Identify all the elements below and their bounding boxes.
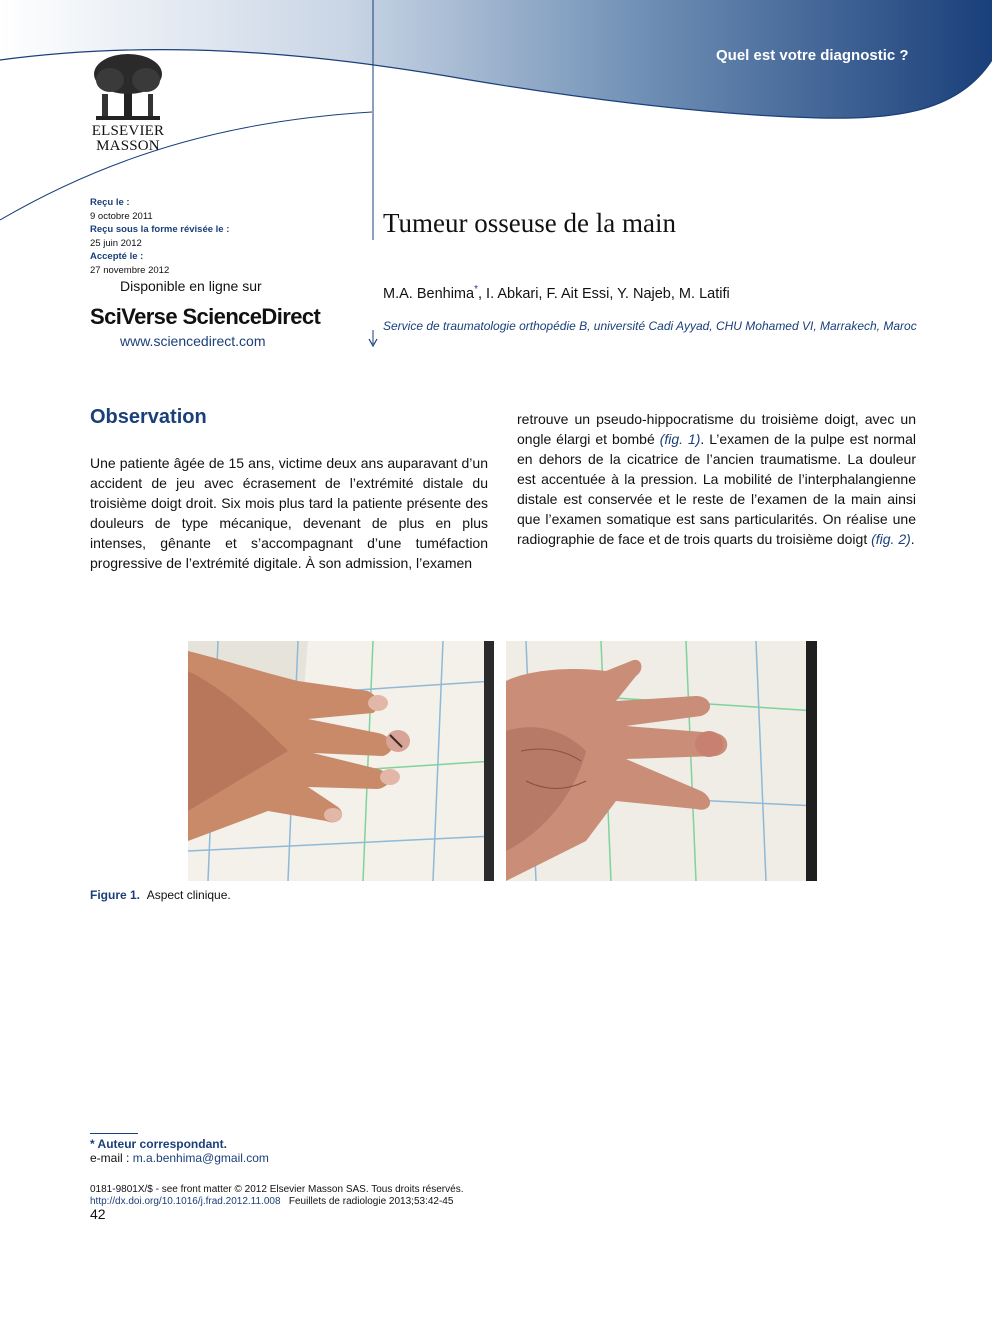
figure-link[interactable]: (fig. 1) <box>659 431 701 447</box>
affiliation: Service de traumatologie orthopédie B, université Cadi Ayyad, CHU Mohamed VI, Marrakech, Maroc <box>383 319 917 333</box>
hand-palmar-photo <box>506 641 817 881</box>
corresponding-author-note: * Auteur correspondant. <box>90 1137 227 1151</box>
email-label: e-mail : <box>90 1151 133 1165</box>
publisher-line2: MASSON <box>96 138 160 154</box>
figure-caption <box>90 888 231 902</box>
publisher-line1: ELSEVIER <box>91 123 165 139</box>
body-text: retrouve un pseudo-hippocratisme du troisième doigt, avec un ongle élargi et bombé <box>517 411 916 447</box>
figure-caption-text: Aspect clinique. <box>146 888 231 902</box>
available-online-label: Disponible en ligne sur <box>120 278 262 294</box>
accepted-date: 27 novembre 2012 <box>90 264 170 276</box>
section-heading: Observation <box>90 406 207 428</box>
copyright-line: 0181-9801X/$ - see front matter © 2012 Elsevier Masson SAS. Tous droits réservés. <box>90 1184 464 1195</box>
article-dates <box>90 196 229 277</box>
received-date: 9 octobre 2011 <box>90 210 153 222</box>
figure-label: Figure 1. <box>90 888 141 902</box>
email-link[interactable]: m.a.benhima@gmail.com <box>132 1151 269 1165</box>
corresponding-mark[interactable]: * <box>474 284 478 295</box>
first-author: M.A. Benhima <box>383 285 475 302</box>
body-text: . <box>910 531 915 547</box>
elsevier-tree-icon <box>88 50 168 124</box>
publisher-name <box>78 124 178 154</box>
hand-dorsal-photo <box>188 641 494 881</box>
received-label: Reçu le : <box>90 197 130 208</box>
sciencedirect-link[interactable]: www.sciencedirect.com <box>120 333 266 349</box>
email-line <box>90 1151 269 1165</box>
figure-link[interactable]: (fig. 2) <box>871 531 911 547</box>
publication-meta <box>90 1184 463 1208</box>
sciencedirect-logo: SciVerse ScienceDirect <box>90 304 321 329</box>
coauthors: , I. Abkari, F. Ait Essi, Y. Najeb, M. Latifi <box>477 285 730 302</box>
footnote-rule <box>90 1133 138 1134</box>
page-number: 42 <box>90 1206 106 1222</box>
arrow-down-icon <box>367 330 379 348</box>
body-column-left: Une patiente âgée de 15 ans, victime deux ans auparavant d’un accident de jeu avec écrasement de l’extrémité distale du troisième doigt droit. Six mois plus tard la patiente présente des douleurs de type mécanique, devenant de plus en plus intenses, gênante et s’accompagnant d’une tuméfaction progressive de l’extrémité digitale. À son admission, l’examen <box>90 455 488 571</box>
author-list <box>383 284 730 302</box>
revised-date: 25 juin 2012 <box>90 237 142 249</box>
doi-link[interactable]: http://dx.doi.org/10.1016/j.frad.2012.11.008 <box>90 1196 281 1207</box>
article-title: Tumeur osseuse de la main <box>383 208 676 238</box>
body-column-right <box>517 409 916 549</box>
revised-label: Reçu sous la forme révisée le : <box>90 224 230 235</box>
section-label: Quel est votre diagnostic ? <box>716 47 909 64</box>
journal-citation: Feuillets de radiologie 2013;53:42-45 <box>288 1196 454 1207</box>
accepted-label: Accepté le : <box>90 251 144 262</box>
body-text: . L’examen de la pulpe est normal en dehors de la cicatrice de l’ancien traumatisme. La douleur est accentuée à la pression. La mobilité de l’interphalangienne distale est conservée et le reste de l’examen de la main ainsi que l’examen somatique est sans particularités. On réalise une radiographie de face et de trois quarts du troisième doigt <box>517 431 916 547</box>
